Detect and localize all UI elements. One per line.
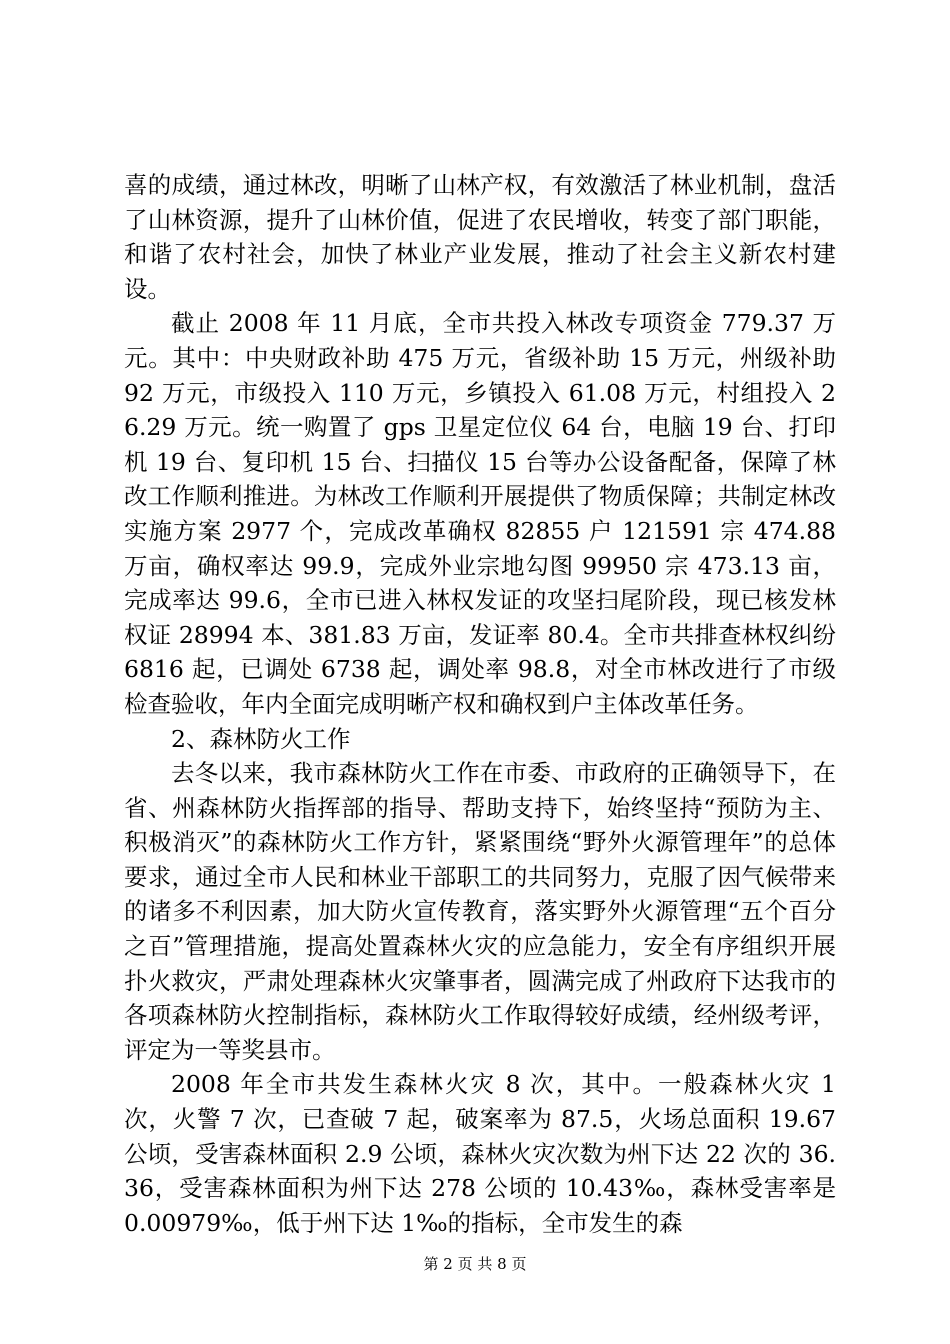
paragraph-4: 2008 年全市共发生森林火灾 8 次，其中。一般森林火灾 1 次，火警 7 次，已查破 7 起，破案率为 87.5，火场总面积 19.67 公顷，受害森林面积 2.9 公顷，森林火灾次数为州下达 22 次的 36.36，受害森林面积为州下达 278 公顷的 10.43‰，森林受害率是 0.00979‰，低于州下达 1‰的指标，全市发生的森 — [124, 1070, 844, 1237]
section-heading-forest-fire: 2、森林防火工作 — [171, 724, 351, 753]
paragraph-2: 截止 2008 年 11 月底，全市共投入林改专项资金 779.37 万元。其中：中央财政补助 475 万元，省级补助 15 万元，州级补助 92 万元，市级投入 110 万元，乡镇投入 61.08 万元，村组投入 26.29 万元。统一购置了 gps 卫星定位仪 64 台，电脑 19 台、打印机 19 台、复印机 15 台、扫描仪 15 台等办公设备配备，保障了林改工作顺利推进。为林改工作顺利开展提供了物质保障；共制定林改实施方案 2977 个，完成改革确权 82855 户 121591 宗 474.88 万亩，确权率达 99.9，完成外业宗地勾图 99950 宗 473.13 亩，完成率达 99.6，全市已进入林权发证的攻坚扫尾阶段，现已核发林权证 28994 本、381.83 万亩，发证率 80.4。全市共排查林权纠纷 6816 起，已调处 6738 起，调处率 98.8，对全市林改进行了市级检查验收，年内全面完成明晰产权和确权到户主体改革任务。 — [124, 309, 844, 718]
paragraph-1: 喜的成绩，通过林改，明晰了山林产权，有效激活了林业机制，盘活了山林资源，提升了山林价值，促进了农民增收，转变了部门职能，和谐了农村社会，加快了林业产业发展，推动了社会主义新农村建设。 — [124, 171, 836, 303]
document-body — [124, 168, 844, 1240]
paragraph-3: 去冬以来，我市森林防火工作在市委、市政府的正确领导下，在省、州森林防火指挥部的指导、帮助支持下，始终坚持“预防为主、积极消灭”的森林防火工作方针，紧紧围绕“野外火源管理年”的总体要求，通过全市人民和林业干部职工的共同努力，克服了因气候带来的诸多不利因素，加大防火宣传教育，落实野外火源管理“五个百分之百”管理措施，提高处置森林火灾的应急能力，安全有序组织开展扑火救灾，严肃处理森林火灾肇事者，圆满完成了州政府下达我市的各项森林防火控制指标，森林防火工作取得较好成绩，经州级考评，评定为一等奖县市。 — [124, 759, 836, 1064]
page-number-footer: 第 2 页 共 8 页 — [423, 1255, 527, 1273]
